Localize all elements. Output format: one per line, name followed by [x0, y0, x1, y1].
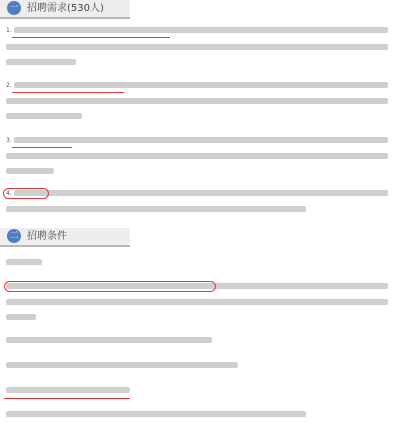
text-line — [6, 44, 388, 50]
highlight-underline — [12, 147, 72, 148]
text-line — [6, 168, 54, 174]
text-line — [6, 411, 306, 417]
text-line — [6, 113, 82, 119]
item-number: 3. — [6, 137, 12, 144]
highlight-underline — [4, 398, 130, 399]
section-number: 二 — [7, 229, 21, 243]
text-line — [14, 82, 388, 88]
text-line — [6, 314, 36, 320]
section-number: 一 — [7, 1, 21, 15]
section-header-conditions — [0, 228, 130, 247]
text-line — [6, 337, 212, 343]
highlight-underline — [12, 37, 170, 38]
item-number: 1. — [6, 27, 12, 34]
text-line — [14, 137, 388, 143]
text-line — [6, 98, 388, 104]
text-line — [6, 59, 76, 65]
section-title: 招聘条件 — [27, 231, 67, 242]
text-line — [14, 190, 388, 196]
text-line — [6, 387, 130, 393]
text-line — [14, 27, 388, 33]
item-number: 2. — [6, 82, 12, 89]
section-title: 招聘需求(530人) — [27, 3, 104, 14]
highlight-underline — [12, 92, 124, 93]
text-line — [6, 153, 388, 159]
text-line — [6, 362, 238, 368]
text-line — [6, 259, 42, 265]
text-line — [6, 206, 306, 212]
highlight-box — [3, 188, 49, 199]
section-header-requirements — [0, 0, 130, 19]
item-number: 4. — [6, 190, 12, 197]
text-line — [6, 299, 388, 305]
highlight-box — [4, 281, 216, 292]
